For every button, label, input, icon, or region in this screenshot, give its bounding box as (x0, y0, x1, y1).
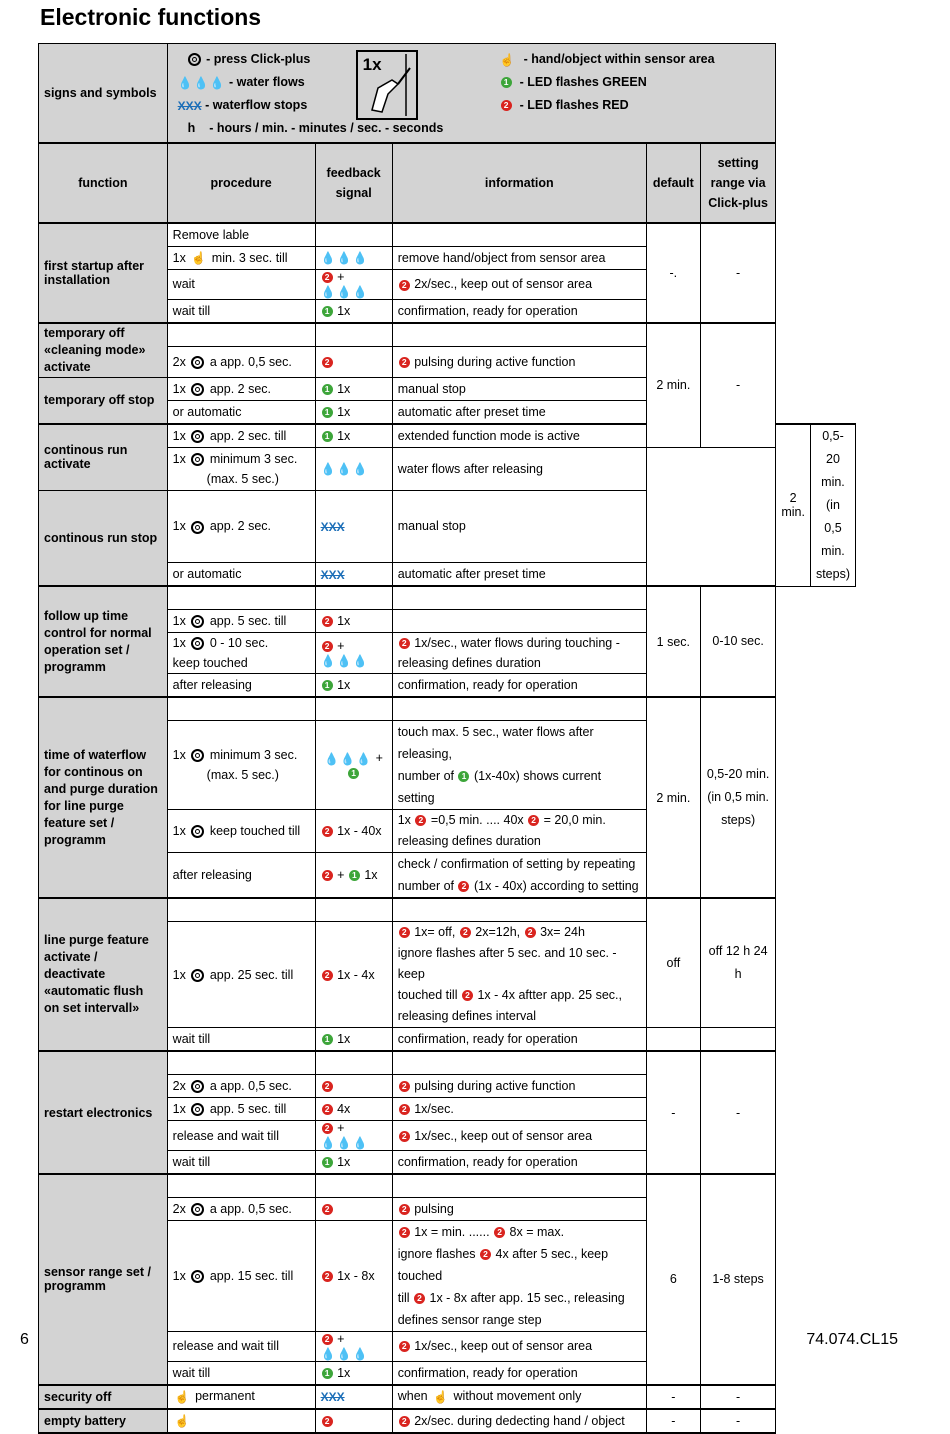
led-red-icon: 2 (322, 641, 333, 652)
led-red-icon: 2 (501, 100, 512, 111)
led-red-icon: 2 (322, 1081, 333, 1092)
document-number: 74.074.CL15 (806, 1331, 898, 1348)
functions-table (38, 43, 856, 1434)
led-red-icon: 2 (525, 927, 536, 938)
led-red-icon: 2 (480, 1249, 491, 1260)
led-red-icon: 2 (322, 1204, 333, 1215)
led-red-icon: 2 (322, 970, 333, 981)
table-row: temporary off stop 1x app. 2 sec. 1 1x manual stop (39, 377, 856, 400)
table-row: release and wait till 2 + 💧💧💧 2 1x/sec., keep out of sensor area (39, 1331, 856, 1361)
default-value: - (646, 1385, 700, 1409)
col-information: information (392, 143, 646, 223)
led-green-icon: 1 (348, 768, 359, 779)
table-row: 2x a app. 0,5 sec. 2 2 pulsing during active function (39, 1075, 856, 1098)
waterflow-stops-icon: XXX (320, 519, 345, 534)
click-plus-icon (191, 430, 204, 443)
symbols-row (39, 44, 856, 144)
led-red-icon: 2 (399, 1416, 410, 1427)
table-row: after releasing 1 1x confirmation, ready for operation (39, 674, 856, 698)
led-red-icon: 2 (399, 1104, 410, 1115)
range-value: - (700, 1385, 775, 1409)
led-red-icon: 2 (399, 1131, 410, 1142)
hand-icon: ☝ (174, 1389, 190, 1404)
led-red-icon: 2 (399, 280, 410, 291)
table-row: after releasing 2 + 1 1x check / confirmation of setting by repeating number of 2 (1x - 40x) according to setting (39, 853, 856, 899)
led-red-icon: 2 (399, 1081, 410, 1092)
led-green-icon: 1 (322, 431, 333, 442)
led-green-icon: 1 (322, 1157, 333, 1168)
waterflow-stops-icon: XXX (320, 567, 345, 582)
default-value: -. (646, 223, 700, 323)
click-plus-icon (188, 53, 201, 66)
function-security-off: security off (39, 1385, 168, 1409)
table-row: or automatic XXX automatic after preset time (39, 563, 856, 587)
default-value: - (646, 1409, 700, 1433)
led-red-icon: 2 (322, 870, 333, 881)
click-plus-icon (191, 969, 204, 982)
water-flows-icon: 💧💧💧 (320, 653, 369, 668)
table-row: wait 2 + 💧💧💧 2 2x/sec., keep out of sensor area (39, 270, 856, 300)
hand-icon: ☝ (433, 1389, 449, 1404)
click-plus-icon (191, 825, 204, 838)
table-row: 1x minimum 3 sec. (max. 5 sec.) 💧💧💧 water flows after releasing (39, 447, 856, 490)
table-row: security off ☝ permanent XXX when ☝ without movement only - - (39, 1385, 856, 1409)
range-value: 0,5-20 min. (in 0,5 min. steps) (700, 697, 775, 898)
function-temporary-off-stop: temporary off stop (39, 377, 168, 424)
led-red-icon: 2 (322, 1104, 333, 1115)
table-row: continous run activate 1x app. 2 sec. till 1 1x extended function mode is active 2 min. 0,5-20 min. (in 0,5 min. steps) (39, 424, 856, 448)
table-row (39, 697, 856, 721)
table-row (39, 898, 856, 922)
table-row: 1x ☝ min. 3 sec. till 💧💧💧 remove hand/object from sensor area (39, 247, 856, 270)
led-red-icon: 2 (399, 1341, 410, 1352)
click-plus-icon (191, 637, 204, 650)
click-plus-icon (191, 749, 204, 762)
table-row: first startup after installation Remove lable -. - (39, 223, 856, 247)
water-flows-icon: 💧💧💧 (324, 751, 373, 766)
click-plus-icon (191, 1103, 204, 1116)
led-red-icon: 2 (399, 357, 410, 368)
led-red-icon: 2 (322, 1416, 333, 1427)
table-row: continous run stop 1x app. 2 sec. XXX manual stop (39, 490, 856, 563)
range-value: - (700, 323, 775, 448)
function-first-startup: first startup after installation (39, 223, 168, 323)
led-green-icon: 1 (322, 680, 333, 691)
table-row: wait till 1 1x confirmation, ready for operation (39, 1361, 856, 1385)
led-green-icon: 1 (322, 407, 333, 418)
led-green-icon: 1 (458, 771, 469, 782)
table-row: 1x app. 5 sec. till 2 1x (39, 610, 856, 633)
col-range: setting range via Click-plus (700, 143, 775, 223)
default-value: 6 (646, 1174, 700, 1385)
water-flows-icon: 💧💧💧 (320, 284, 369, 299)
page-title: Electronic functions (40, 4, 262, 30)
function-restart-electronics: restart electronics (39, 1051, 168, 1174)
col-default: default (646, 143, 700, 223)
hand-press-icon (358, 52, 416, 118)
function-empty-battery: empty battery (39, 1409, 168, 1433)
table-row: 1x app. 25 sec. till 2 1x - 4x 2 1x= off, 2 2x=12h, 2 3x= 24h ignore flashes after 5 sec. and 10 sec. - keep touched till 2 1x - 4x aftter app. 25 sec., releasing defines interval (39, 922, 856, 1028)
table-row (39, 1174, 856, 1198)
default-value: 2 min. (646, 697, 700, 898)
led-red-icon: 2 (399, 638, 410, 649)
waterflow-stops-icon: XXX (320, 1389, 345, 1404)
led-red-icon: 2 (322, 616, 333, 627)
led-red-icon: 2 (322, 1123, 333, 1134)
table-row: or automatic 1 1x automatic after preset time (39, 400, 856, 424)
water-flows-icon: 💧💧💧 (320, 462, 369, 477)
header-row (39, 143, 856, 223)
function-temporary-off-activate: temporary off «cleaning mode» activate (39, 323, 168, 378)
table-row: wait till 1 1x confirmation, ready for operation (39, 1028, 856, 1052)
click-plus-pictogram: 1x (356, 50, 418, 120)
led-green-icon: 1 (501, 77, 512, 88)
led-red-icon: 2 (414, 1293, 425, 1304)
led-red-icon: 2 (322, 826, 333, 837)
function-time-of-waterflow: time of waterflow for continous on and purge duration for line purge feature set / programm (39, 697, 168, 898)
function-sensor-range: sensor range set / programm (39, 1174, 168, 1385)
led-red-icon: 2 (528, 815, 539, 826)
water-flows-icon: 💧💧💧 (320, 1346, 369, 1361)
range-value: - (700, 1409, 775, 1433)
led-green-icon: 1 (322, 306, 333, 317)
range-value: - (700, 1051, 775, 1174)
water-flows-icon: 💧💧💧 (177, 75, 226, 90)
table-row: 1x app. 15 sec. till 2 1x - 8x 2 1x = min. ...... 2 8x = max. ignore flashes 2 4x after 5 sec., keep touched till 2 1x - 8x after app. 15 sec., releasing defines sensor range step (39, 1220, 856, 1331)
col-feedback: feedback signal (315, 143, 392, 223)
function-follow-up-time: follow up time control for normal operation set / programm (39, 586, 168, 697)
function-continous-run-stop: continous run stop (39, 490, 168, 586)
click-plus-icon (191, 453, 204, 466)
click-plus-icon (191, 1080, 204, 1093)
col-function: function (39, 143, 168, 223)
function-line-purge: line purge feature activate / deactivate «automatic flush on set intervall» (39, 898, 168, 1051)
water-flows-icon: 💧💧💧 (320, 251, 369, 266)
click-plus-icon (191, 521, 204, 534)
led-red-icon: 2 (415, 815, 426, 826)
led-red-icon: 2 (322, 1271, 333, 1282)
led-red-icon: 2 (399, 927, 410, 938)
table-row: 1x app. 5 sec. till 2 4x 2 1x/sec. (39, 1098, 856, 1121)
symbols-legend: - press Click-plus 💧💧💧 - water flows XXX - waterflow stops h - hours / min. - minutes / sec. - seconds 1x ☝ - hand/object within sensor area 1 - LED flashes GREEN 2 - LED flashes RED (177, 52, 715, 135)
default-value: 2 min. (776, 424, 811, 587)
led-red-icon: 2 (460, 927, 471, 938)
table-row: wait till 1 1x confirmation, ready for operation (39, 299, 856, 323)
click-plus-icon (191, 356, 204, 369)
click-plus-icon (191, 383, 204, 396)
hand-icon: ☝ (174, 1413, 190, 1428)
led-red-icon: 2 (399, 1204, 410, 1215)
page-number: 6 (20, 1331, 29, 1348)
hand-icon: ☝ (191, 251, 207, 266)
led-green-icon: 1 (322, 1034, 333, 1045)
click-plus-icon (191, 615, 204, 628)
col-procedure: procedure (167, 143, 315, 223)
hand-icon: ☝ (499, 52, 515, 67)
range-value: 0,5-20 min. (in 0,5 min. steps) (810, 424, 855, 587)
led-green-icon: 1 (349, 870, 360, 881)
table-row (39, 586, 856, 610)
led-green-icon: 1 (322, 384, 333, 395)
table-row (39, 1051, 856, 1075)
click-plus-icon (191, 1270, 204, 1283)
range-value: 0-10 sec. (700, 586, 775, 697)
led-red-icon: 2 (322, 272, 333, 283)
led-red-icon: 2 (462, 990, 473, 1001)
table-row: empty battery ☝ 2 2 2x/sec. during dedecting hand / object - - (39, 1409, 856, 1433)
led-green-icon: 1 (322, 1368, 333, 1379)
table-row: 1x keep touched till 2 1x - 40x 1x 2 =0,5 min. .... 40x 2 = 20,0 min. releasing defines duration (39, 810, 856, 853)
default-value: 2 min. (646, 323, 700, 448)
range-value: 1-8 steps (700, 1174, 775, 1385)
default-value: off (646, 898, 700, 1028)
table-row: release and wait till 2 + 💧💧💧 2 1x/sec., keep out of sensor area (39, 1121, 856, 1151)
led-red-icon: 2 (399, 1227, 410, 1238)
led-red-icon: 2 (494, 1227, 505, 1238)
table-row: 2x a app. 0,5 sec. 2 2 pulsing (39, 1197, 856, 1220)
table-row (39, 323, 856, 347)
table-row: 1x 0 - 10 sec. keep touched 2 + 💧💧💧 2 1x/sec., water flows during touching - releasing defines duration (39, 633, 856, 674)
waterflow-stops-icon: XXX (177, 98, 202, 113)
table-row: 1x minimum 3 sec. (max. 5 sec.) 💧💧💧 + 1 touch max. 5 sec., water flows after releasing, number of 1 (1x-40x) shows current setting (39, 721, 856, 810)
default-value: 1 sec. (646, 586, 700, 697)
table-row: 2x a app. 0,5 sec. 2 2 pulsing during active function (39, 346, 856, 377)
range-value: - (700, 223, 775, 323)
water-flows-icon: 💧💧💧 (320, 1135, 369, 1150)
table-row: wait till 1 1x confirmation, ready for operation (39, 1150, 856, 1174)
function-continous-run-activate: continous run activate (39, 424, 168, 491)
led-red-icon: 2 (458, 881, 469, 892)
led-red-icon: 2 (322, 357, 333, 368)
symbols-label: signs and symbols (39, 44, 168, 144)
led-red-icon: 2 (322, 1334, 333, 1345)
range-value: off 12 h 24 h (700, 898, 775, 1028)
click-plus-icon (191, 1203, 204, 1216)
default-value: - (646, 1051, 700, 1174)
